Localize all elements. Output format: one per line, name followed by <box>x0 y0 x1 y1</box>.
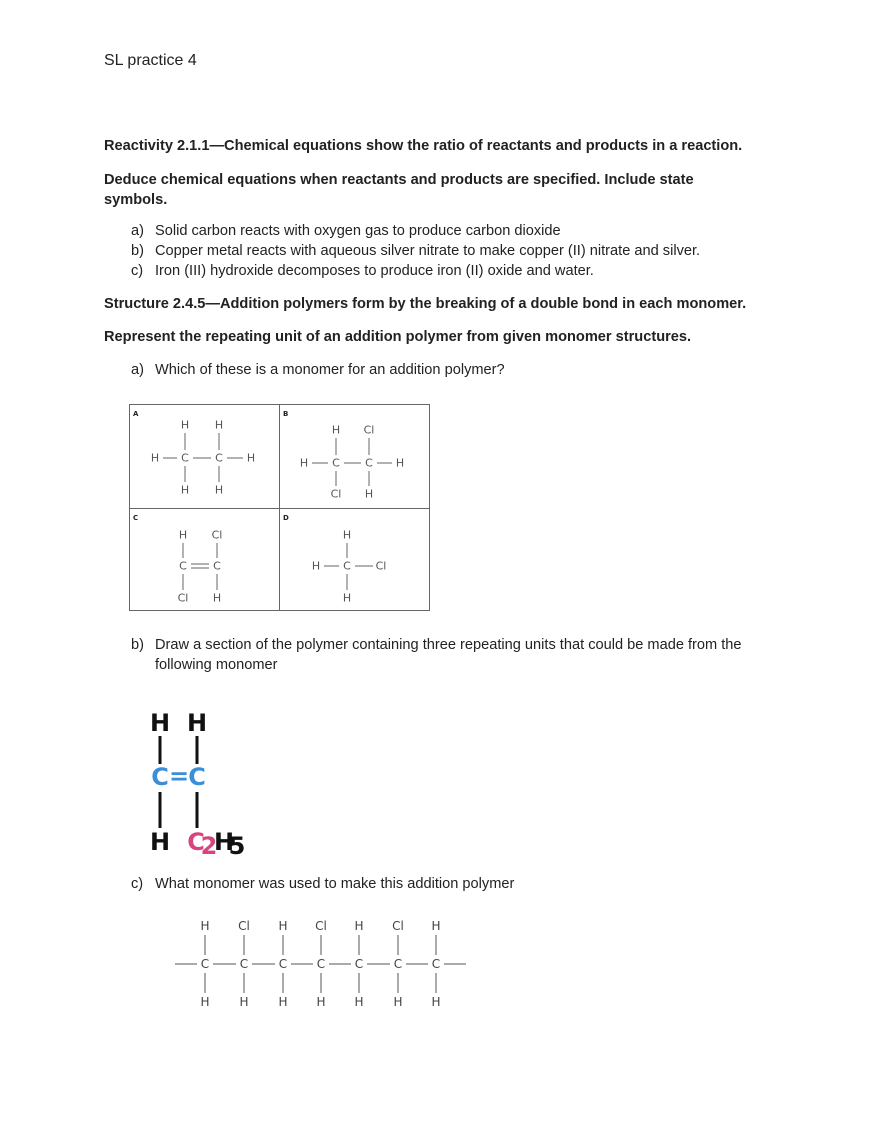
atom-label: H <box>246 451 256 465</box>
atom-label: C <box>187 828 205 856</box>
options-grid <box>129 404 430 611</box>
atom-label: C <box>151 763 169 791</box>
atom-label: Cl <box>363 423 375 437</box>
atom-label: H <box>180 483 190 497</box>
atom-label: H <box>431 919 441 933</box>
atom-label: C <box>278 957 288 971</box>
atom-label: C <box>343 559 351 573</box>
atom-label: H <box>395 456 405 470</box>
question-marker: b) <box>131 637 144 653</box>
atom-label: A <box>133 410 139 418</box>
atom-label: C <box>354 957 364 971</box>
question-marker: a) <box>131 362 144 378</box>
atom-label: C <box>239 957 249 971</box>
section1-instruction: Deduce chemical equations when reactants and products are specified. Include state <box>104 172 694 188</box>
option-a <box>133 410 255 497</box>
atom-label: H <box>149 709 171 737</box>
atom-label: H <box>200 919 210 933</box>
atom-label: H <box>311 559 321 573</box>
atom-label: H <box>239 995 249 1009</box>
atom-label: H <box>354 919 364 933</box>
section1-instruction-cont: symbols. <box>104 192 168 208</box>
question-marker: c) <box>131 876 144 892</box>
atom-label: C <box>365 456 373 470</box>
item-text: Copper metal reacts with aqueous silver nitrate to make copper (II) nitrate and silver. <box>155 243 701 259</box>
atom-label: H <box>342 528 352 542</box>
atom-label: C <box>316 957 326 971</box>
atom-label: H <box>364 487 374 501</box>
option-b <box>283 410 404 501</box>
atom-label: C <box>431 957 441 971</box>
atom-label: C <box>188 763 206 791</box>
question-a-text: Which of these is a monomer for an addition polymer? <box>155 362 505 378</box>
atom-label: H <box>150 451 160 465</box>
item-marker: c) <box>131 263 144 279</box>
atom-label: Cl <box>315 919 327 933</box>
section2-instruction: Represent the repeating unit of an addition polymer from given monomer structures. <box>104 329 692 345</box>
atom-label: H <box>200 995 210 1009</box>
atom-label: H <box>212 591 222 605</box>
atom-label: H <box>278 919 288 933</box>
page-header: SL practice 4 <box>104 52 197 69</box>
section1-heading: Reactivity 2.1.1—Chemical equations show the ratio of reactants and products in a reaction. <box>104 138 743 154</box>
atom-label: H <box>214 418 224 432</box>
option-c <box>133 514 222 605</box>
atom-label: B <box>283 410 289 418</box>
question-b-text: Draw a section of the polymer containing three repeating units that could be made from the <box>155 637 742 653</box>
atom-label: H <box>149 828 171 856</box>
option-d <box>283 514 386 605</box>
atom-label: = <box>168 762 190 790</box>
atom-label: C <box>393 957 403 971</box>
atom-label: Cl <box>392 919 404 933</box>
atom-label: H <box>186 709 208 737</box>
atom-label: Cl <box>330 487 342 501</box>
atom-label: H <box>180 418 190 432</box>
atom-label: Cl <box>177 591 189 605</box>
atom-label: H <box>431 995 441 1009</box>
atom-label: C <box>179 559 187 573</box>
item-marker: a) <box>131 223 144 239</box>
item-text: Solid carbon reacts with oxygen gas to produce carbon dioxide <box>155 223 561 239</box>
atom-label: 5 <box>228 832 246 860</box>
atom-label: C <box>181 451 189 465</box>
question-c-text: What monomer was used to make this addition polymer <box>155 876 515 892</box>
atom-label: H <box>299 456 309 470</box>
atom-label: H <box>178 528 188 542</box>
atom-label: D <box>283 514 289 522</box>
atom-label: H <box>316 995 326 1009</box>
atom-label: C <box>213 559 221 573</box>
atom-label: H <box>278 995 288 1009</box>
atom-label: Cl <box>211 528 223 542</box>
section2-heading: Structure 2.4.5—Addition polymers form by the breaking of a double bond in each monomer. <box>104 296 747 312</box>
item-marker: b) <box>131 243 144 259</box>
atom-label: H <box>393 995 403 1009</box>
atom-label: C <box>200 957 210 971</box>
atom-label: H <box>214 483 224 497</box>
atom-label: 2 <box>200 832 218 860</box>
atom-label: Cl <box>375 559 387 573</box>
atom-label: C <box>133 514 139 522</box>
atom-label: Cl <box>238 919 250 933</box>
item-text: Iron (III) hydroxide decomposes to produce iron (II) oxide and water. <box>155 263 594 279</box>
question-b-text-cont: following monomer <box>155 657 278 673</box>
atom-label: H <box>354 995 364 1009</box>
atom-label: H <box>213 828 235 856</box>
atom-label: H <box>342 591 352 605</box>
atom-label: C <box>332 456 340 470</box>
atom-label: H <box>331 423 341 437</box>
atom-label: C <box>215 451 223 465</box>
